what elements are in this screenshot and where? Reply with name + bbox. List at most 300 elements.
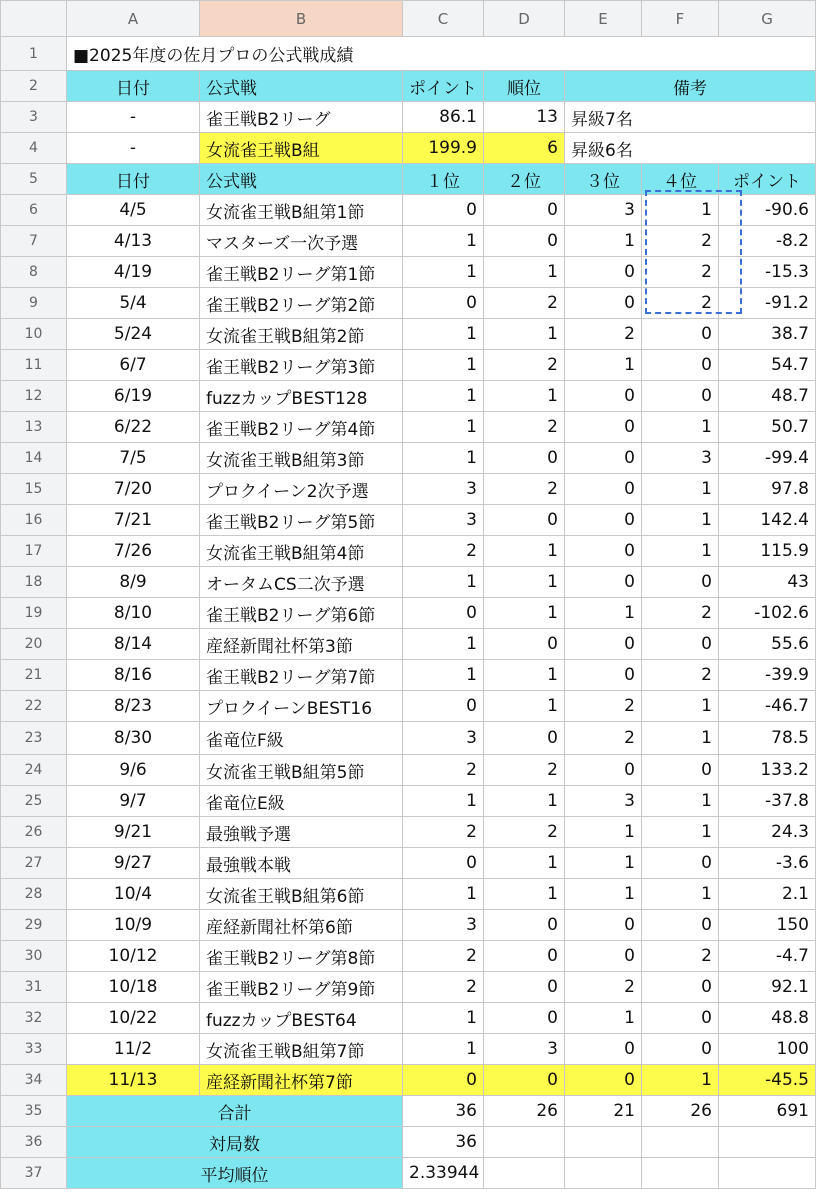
- result-match-cell[interactable]: fuzzカップBEST128: [200, 381, 403, 412]
- result-4th-count-cell[interactable]: 1: [642, 195, 719, 226]
- row-number[interactable]: 9: [1, 288, 67, 319]
- column-header-c[interactable]: C: [403, 1, 484, 37]
- result-2nd-count-cell[interactable]: 2: [484, 288, 565, 319]
- result-match-cell[interactable]: 産経新聞社杯第6節: [200, 910, 403, 941]
- summary-match-cell[interactable]: 女流雀王戦B組: [200, 133, 403, 164]
- result-4th-count-cell[interactable]: 2: [642, 257, 719, 288]
- result-date-cell[interactable]: 9/7: [67, 786, 200, 817]
- result-4th-count-cell[interactable]: 0: [642, 910, 719, 941]
- result-2nd-count-cell[interactable]: 2: [484, 755, 565, 786]
- result-date-cell[interactable]: 6/19: [67, 381, 200, 412]
- result-4th-count-cell[interactable]: 1: [642, 536, 719, 567]
- result-match-cell[interactable]: 雀竜位E級: [200, 786, 403, 817]
- empty-cell[interactable]: [565, 1127, 642, 1158]
- result-3rd-count-cell[interactable]: 0: [565, 567, 642, 598]
- row-number[interactable]: 32: [1, 1003, 67, 1034]
- summary-header-note[interactable]: 備考: [565, 71, 816, 102]
- result-2nd-count-cell[interactable]: 1: [484, 879, 565, 910]
- result-4th-count-cell[interactable]: 2: [642, 598, 719, 629]
- result-1st-count-cell[interactable]: 0: [403, 848, 484, 879]
- result-point-cell[interactable]: -37.8: [719, 786, 816, 817]
- result-date-cell[interactable]: 10/12: [67, 941, 200, 972]
- row-number[interactable]: 25: [1, 786, 67, 817]
- result-1st-count-cell[interactable]: 1: [403, 226, 484, 257]
- result-1st-count-cell[interactable]: 3: [403, 474, 484, 505]
- result-point-cell[interactable]: -45.5: [719, 1065, 816, 1096]
- column-header-g[interactable]: G: [719, 1, 816, 37]
- result-date-cell[interactable]: 7/20: [67, 474, 200, 505]
- result-2nd-count-cell[interactable]: 1: [484, 598, 565, 629]
- result-2nd-count-cell[interactable]: 1: [484, 660, 565, 691]
- row-number[interactable]: 6: [1, 195, 67, 226]
- row-number[interactable]: 27: [1, 848, 67, 879]
- result-point-cell[interactable]: 48.8: [719, 1003, 816, 1034]
- row-number[interactable]: 4: [1, 133, 67, 164]
- result-3rd-count-cell[interactable]: 0: [565, 474, 642, 505]
- row-number[interactable]: 26: [1, 817, 67, 848]
- row-number[interactable]: 35: [1, 1096, 67, 1127]
- results-header-1st[interactable]: １位: [403, 164, 484, 195]
- result-3rd-count-cell[interactable]: 0: [565, 257, 642, 288]
- result-point-cell[interactable]: -39.9: [719, 660, 816, 691]
- result-date-cell[interactable]: 10/18: [67, 972, 200, 1003]
- row-number[interactable]: 22: [1, 691, 67, 722]
- sheet-title-cell[interactable]: ■2025年度の佐月プロの公式戦成績: [67, 37, 816, 71]
- result-match-cell[interactable]: 雀王戦B2リーグ第7節: [200, 660, 403, 691]
- result-2nd-count-cell[interactable]: 0: [484, 505, 565, 536]
- row-number[interactable]: 8: [1, 257, 67, 288]
- summary-point-cell[interactable]: 199.9: [403, 133, 484, 164]
- result-2nd-count-cell[interactable]: 0: [484, 972, 565, 1003]
- results-header-match[interactable]: 公式戦: [200, 164, 403, 195]
- results-header-point[interactable]: ポイント: [719, 164, 816, 195]
- result-3rd-count-cell[interactable]: 1: [565, 226, 642, 257]
- result-2nd-count-cell[interactable]: 2: [484, 350, 565, 381]
- totals-2nd-cell[interactable]: 26: [484, 1096, 565, 1127]
- result-3rd-count-cell[interactable]: 0: [565, 288, 642, 319]
- result-4th-count-cell[interactable]: 0: [642, 1003, 719, 1034]
- result-match-cell[interactable]: 最強戦本戦: [200, 848, 403, 879]
- result-2nd-count-cell[interactable]: 0: [484, 629, 565, 660]
- result-4th-count-cell[interactable]: 0: [642, 755, 719, 786]
- result-match-cell[interactable]: 雀王戦B2リーグ第8節: [200, 941, 403, 972]
- result-1st-count-cell[interactable]: 2: [403, 755, 484, 786]
- result-3rd-count-cell[interactable]: 1: [565, 598, 642, 629]
- result-1st-count-cell[interactable]: 1: [403, 660, 484, 691]
- results-header-2nd[interactable]: ２位: [484, 164, 565, 195]
- result-4th-count-cell[interactable]: 2: [642, 288, 719, 319]
- column-header-row: [1, 1, 816, 37]
- result-3rd-count-cell[interactable]: 2: [565, 972, 642, 1003]
- row-number[interactable]: 34: [1, 1065, 67, 1096]
- result-4th-count-cell[interactable]: 0: [642, 972, 719, 1003]
- totals-1st-cell[interactable]: 36: [403, 1096, 484, 1127]
- result-date-cell[interactable]: 6/7: [67, 350, 200, 381]
- summary-rank-cell[interactable]: 6: [484, 133, 565, 164]
- row-number[interactable]: 11: [1, 350, 67, 381]
- summary-match-cell[interactable]: 雀王戦B2リーグ: [200, 102, 403, 133]
- summary-rank-cell[interactable]: 13: [484, 102, 565, 133]
- result-4th-count-cell[interactable]: 1: [642, 722, 719, 755]
- result-1st-count-cell[interactable]: 0: [403, 288, 484, 319]
- sheet-row-2: [1, 71, 816, 102]
- result-point-cell[interactable]: -15.3: [719, 257, 816, 288]
- summary-header-point[interactable]: ポイント: [403, 71, 484, 102]
- games-label-cell[interactable]: 対局数: [67, 1127, 403, 1158]
- result-1st-count-cell[interactable]: 1: [403, 381, 484, 412]
- sheet-row-31: [1, 972, 816, 1003]
- empty-cell[interactable]: [484, 1158, 565, 1189]
- result-match-cell[interactable]: 雀王戦B2リーグ第2節: [200, 288, 403, 319]
- result-match-cell[interactable]: プロクイーン2次予選: [200, 474, 403, 505]
- result-2nd-count-cell[interactable]: 3: [484, 1034, 565, 1065]
- result-2nd-count-cell[interactable]: 0: [484, 443, 565, 474]
- row-number[interactable]: 36: [1, 1127, 67, 1158]
- result-2nd-count-cell[interactable]: 1: [484, 381, 565, 412]
- result-date-cell[interactable]: 10/4: [67, 879, 200, 910]
- result-match-cell[interactable]: 女流雀王戦B組第4節: [200, 536, 403, 567]
- result-4th-count-cell[interactable]: 0: [642, 629, 719, 660]
- row-number[interactable]: 37: [1, 1158, 67, 1189]
- sheet-row-21: [1, 660, 816, 691]
- result-date-cell[interactable]: 8/30: [67, 722, 200, 755]
- result-match-cell[interactable]: 雀王戦B2リーグ第9節: [200, 972, 403, 1003]
- result-1st-count-cell[interactable]: 1: [403, 567, 484, 598]
- column-header-b[interactable]: B: [200, 1, 403, 37]
- result-1st-count-cell[interactable]: 1: [403, 879, 484, 910]
- result-point-cell[interactable]: 54.7: [719, 350, 816, 381]
- result-1st-count-cell[interactable]: 1: [403, 443, 484, 474]
- result-date-cell[interactable]: 9/21: [67, 817, 200, 848]
- result-match-cell[interactable]: fuzzカップBEST64: [200, 1003, 403, 1034]
- result-2nd-count-cell[interactable]: 1: [484, 536, 565, 567]
- result-date-cell[interactable]: 7/21: [67, 505, 200, 536]
- result-1st-count-cell[interactable]: 1: [403, 1003, 484, 1034]
- result-point-cell[interactable]: 150: [719, 910, 816, 941]
- result-1st-count-cell[interactable]: 3: [403, 722, 484, 755]
- result-point-cell[interactable]: 55.6: [719, 629, 816, 660]
- result-1st-count-cell[interactable]: 2: [403, 941, 484, 972]
- result-point-cell[interactable]: -102.6: [719, 598, 816, 629]
- result-4th-count-cell[interactable]: 1: [642, 474, 719, 505]
- result-1st-count-cell[interactable]: 0: [403, 691, 484, 722]
- result-2nd-count-cell[interactable]: 1: [484, 848, 565, 879]
- sheet-row-3: [1, 102, 816, 133]
- sheet-row-15: [1, 474, 816, 505]
- result-match-cell[interactable]: 雀王戦B2リーグ第6節: [200, 598, 403, 629]
- result-2nd-count-cell[interactable]: 0: [484, 195, 565, 226]
- row-number[interactable]: 20: [1, 629, 67, 660]
- row-number[interactable]: 30: [1, 941, 67, 972]
- results-header-date[interactable]: 日付: [67, 164, 200, 195]
- result-match-cell[interactable]: 雀王戦B2リーグ第3節: [200, 350, 403, 381]
- result-date-cell[interactable]: 8/14: [67, 629, 200, 660]
- result-4th-count-cell[interactable]: 0: [642, 319, 719, 350]
- result-3rd-count-cell[interactable]: 0: [565, 412, 642, 443]
- result-match-cell[interactable]: 女流雀王戦B組第6節: [200, 879, 403, 910]
- result-1st-count-cell[interactable]: 2: [403, 817, 484, 848]
- result-1st-count-cell[interactable]: 3: [403, 505, 484, 536]
- empty-cell[interactable]: [565, 1158, 642, 1189]
- summary-note-cell[interactable]: 昇級7名: [565, 102, 816, 133]
- result-2nd-count-cell[interactable]: 0: [484, 941, 565, 972]
- row-number[interactable]: 10: [1, 319, 67, 350]
- summary-point-cell[interactable]: 86.1: [403, 102, 484, 133]
- result-3rd-count-cell[interactable]: 0: [565, 755, 642, 786]
- result-match-cell[interactable]: 女流雀王戦B組第7節: [200, 1034, 403, 1065]
- result-4th-count-cell[interactable]: 1: [642, 505, 719, 536]
- result-2nd-count-cell[interactable]: 2: [484, 817, 565, 848]
- result-match-cell[interactable]: オータムCS二次予選: [200, 567, 403, 598]
- result-date-cell[interactable]: 5/24: [67, 319, 200, 350]
- column-header-d[interactable]: D: [484, 1, 565, 37]
- row-number[interactable]: 3: [1, 102, 67, 133]
- avg-rank-label-cell[interactable]: 平均順位: [67, 1158, 403, 1189]
- summary-header-date[interactable]: 日付: [67, 71, 200, 102]
- row-number[interactable]: 24: [1, 755, 67, 786]
- result-2nd-count-cell[interactable]: 0: [484, 1003, 565, 1034]
- result-4th-count-cell[interactable]: 1: [642, 879, 719, 910]
- row-number[interactable]: 17: [1, 536, 67, 567]
- result-match-cell[interactable]: 産経新聞社杯第3節: [200, 629, 403, 660]
- result-point-cell[interactable]: 115.9: [719, 536, 816, 567]
- result-1st-count-cell[interactable]: 1: [403, 257, 484, 288]
- result-date-cell[interactable]: 10/9: [67, 910, 200, 941]
- result-date-cell[interactable]: 11/13: [67, 1065, 200, 1096]
- result-point-cell[interactable]: 92.1: [719, 972, 816, 1003]
- result-point-cell[interactable]: -3.6: [719, 848, 816, 879]
- result-date-cell[interactable]: 4/19: [67, 257, 200, 288]
- summary-header-match[interactable]: 公式戦: [200, 71, 403, 102]
- result-point-cell[interactable]: -46.7: [719, 691, 816, 722]
- result-3rd-count-cell[interactable]: 2: [565, 691, 642, 722]
- result-3rd-count-cell[interactable]: 2: [565, 319, 642, 350]
- column-header-f[interactable]: F: [642, 1, 719, 37]
- result-match-cell[interactable]: 産経新聞社杯第7節: [200, 1065, 403, 1096]
- result-date-cell[interactable]: 4/5: [67, 195, 200, 226]
- result-3rd-count-cell[interactable]: 0: [565, 660, 642, 691]
- result-point-cell[interactable]: 97.8: [719, 474, 816, 505]
- summary-header-rank[interactable]: 順位: [484, 71, 565, 102]
- result-4th-count-cell[interactable]: 2: [642, 941, 719, 972]
- result-point-cell[interactable]: -90.6: [719, 195, 816, 226]
- result-4th-count-cell[interactable]: 0: [642, 567, 719, 598]
- result-4th-count-cell[interactable]: 0: [642, 350, 719, 381]
- result-4th-count-cell[interactable]: 1: [642, 817, 719, 848]
- result-1st-count-cell[interactable]: 3: [403, 910, 484, 941]
- result-point-cell[interactable]: 78.5: [719, 722, 816, 755]
- result-point-cell[interactable]: 43: [719, 567, 816, 598]
- totals-3rd-cell[interactable]: 21: [565, 1096, 642, 1127]
- result-2nd-count-cell[interactable]: 2: [484, 412, 565, 443]
- result-date-cell[interactable]: 8/9: [67, 567, 200, 598]
- result-2nd-count-cell[interactable]: 1: [484, 567, 565, 598]
- sheet-row-17: [1, 536, 816, 567]
- select-all-corner[interactable]: [1, 1, 67, 37]
- result-match-cell[interactable]: 女流雀王戦B組第2節: [200, 319, 403, 350]
- result-date-cell[interactable]: 9/27: [67, 848, 200, 879]
- result-4th-count-cell[interactable]: 0: [642, 1034, 719, 1065]
- result-match-cell[interactable]: 女流雀王戦B組第3節: [200, 443, 403, 474]
- result-2nd-count-cell[interactable]: 1: [484, 257, 565, 288]
- row-number[interactable]: 13: [1, 412, 67, 443]
- result-3rd-count-cell[interactable]: 1: [565, 879, 642, 910]
- row-number[interactable]: 14: [1, 443, 67, 474]
- sheet-row-19: [1, 598, 816, 629]
- row-number[interactable]: 29: [1, 910, 67, 941]
- avg-rank-value-cell[interactable]: 2.33944: [403, 1158, 484, 1189]
- result-date-cell[interactable]: 7/5: [67, 443, 200, 474]
- result-1st-count-cell[interactable]: 0: [403, 1065, 484, 1096]
- column-header-e[interactable]: E: [565, 1, 642, 37]
- result-match-cell[interactable]: 最強戦予選: [200, 817, 403, 848]
- results-header-3rd[interactable]: ３位: [565, 164, 642, 195]
- result-point-cell[interactable]: -91.2: [719, 288, 816, 319]
- row-number[interactable]: 28: [1, 879, 67, 910]
- result-match-cell[interactable]: 雀王戦B2リーグ第4節: [200, 412, 403, 443]
- result-3rd-count-cell[interactable]: 1: [565, 1003, 642, 1034]
- result-3rd-count-cell[interactable]: 2: [565, 722, 642, 755]
- row-number[interactable]: 33: [1, 1034, 67, 1065]
- row-number[interactable]: 21: [1, 660, 67, 691]
- summary-date-cell[interactable]: -: [67, 102, 200, 133]
- row-number[interactable]: 31: [1, 972, 67, 1003]
- result-date-cell[interactable]: 8/10: [67, 598, 200, 629]
- result-match-cell[interactable]: 女流雀王戦B組第5節: [200, 755, 403, 786]
- result-4th-count-cell[interactable]: 1: [642, 412, 719, 443]
- result-point-cell[interactable]: 100: [719, 1034, 816, 1065]
- result-2nd-count-cell[interactable]: 1: [484, 786, 565, 817]
- totals-4th-cell[interactable]: 26: [642, 1096, 719, 1127]
- result-3rd-count-cell[interactable]: 0: [565, 536, 642, 567]
- empty-cell[interactable]: [484, 1127, 565, 1158]
- result-point-cell[interactable]: -8.2: [719, 226, 816, 257]
- result-point-cell[interactable]: 50.7: [719, 412, 816, 443]
- result-1st-count-cell[interactable]: 1: [403, 1034, 484, 1065]
- result-3rd-count-cell[interactable]: 0: [565, 443, 642, 474]
- result-3rd-count-cell[interactable]: 0: [565, 941, 642, 972]
- row-number[interactable]: 18: [1, 567, 67, 598]
- result-point-cell[interactable]: -99.4: [719, 443, 816, 474]
- result-point-cell[interactable]: 38.7: [719, 319, 816, 350]
- result-point-cell[interactable]: -4.7: [719, 941, 816, 972]
- result-4th-count-cell[interactable]: 1: [642, 691, 719, 722]
- result-4th-count-cell[interactable]: 2: [642, 660, 719, 691]
- result-4th-count-cell[interactable]: 1: [642, 1065, 719, 1096]
- result-4th-count-cell[interactable]: 0: [642, 381, 719, 412]
- result-3rd-count-cell[interactable]: 3: [565, 786, 642, 817]
- result-match-cell[interactable]: 雀王戦B2リーグ第5節: [200, 505, 403, 536]
- result-2nd-count-cell[interactable]: 0: [484, 226, 565, 257]
- totals-point-cell[interactable]: 691: [719, 1096, 816, 1127]
- result-point-cell[interactable]: 142.4: [719, 505, 816, 536]
- result-1st-count-cell[interactable]: 1: [403, 350, 484, 381]
- sheet-row-14: [1, 443, 816, 474]
- empty-cell[interactable]: [719, 1127, 816, 1158]
- result-3rd-count-cell[interactable]: 0: [565, 629, 642, 660]
- result-3rd-count-cell[interactable]: 0: [565, 910, 642, 941]
- result-match-cell[interactable]: 女流雀王戦B組第1節: [200, 195, 403, 226]
- result-4th-count-cell[interactable]: 2: [642, 226, 719, 257]
- result-1st-count-cell[interactable]: 1: [403, 629, 484, 660]
- result-3rd-count-cell[interactable]: 0: [565, 381, 642, 412]
- games-value-cell[interactable]: 36: [403, 1127, 484, 1158]
- row-number[interactable]: 19: [1, 598, 67, 629]
- result-match-cell[interactable]: マスターズ一次予選: [200, 226, 403, 257]
- result-date-cell[interactable]: 6/22: [67, 412, 200, 443]
- result-1st-count-cell[interactable]: 1: [403, 412, 484, 443]
- summary-date-cell[interactable]: -: [67, 133, 200, 164]
- result-2nd-count-cell[interactable]: 0: [484, 910, 565, 941]
- result-date-cell[interactable]: 8/23: [67, 691, 200, 722]
- row-number[interactable]: 23: [1, 722, 67, 755]
- result-match-cell[interactable]: 雀王戦B2リーグ第1節: [200, 257, 403, 288]
- results-header-4th[interactable]: ４位: [642, 164, 719, 195]
- result-1st-count-cell[interactable]: 0: [403, 195, 484, 226]
- result-3rd-count-cell[interactable]: 0: [565, 505, 642, 536]
- result-3rd-count-cell[interactable]: 3: [565, 195, 642, 226]
- result-point-cell[interactable]: 48.7: [719, 381, 816, 412]
- result-4th-count-cell[interactable]: 1: [642, 786, 719, 817]
- result-1st-count-cell[interactable]: 2: [403, 536, 484, 567]
- result-date-cell[interactable]: 10/22: [67, 1003, 200, 1034]
- result-point-cell[interactable]: 2.1: [719, 879, 816, 910]
- result-4th-count-cell[interactable]: 3: [642, 443, 719, 474]
- result-1st-count-cell[interactable]: 1: [403, 786, 484, 817]
- result-match-cell[interactable]: プロクイーンBEST16: [200, 691, 403, 722]
- empty-cell[interactable]: [642, 1127, 719, 1158]
- row-number[interactable]: 5: [1, 164, 67, 195]
- column-header-a[interactable]: A: [67, 1, 200, 37]
- result-3rd-count-cell[interactable]: 1: [565, 817, 642, 848]
- row-number[interactable]: 1: [1, 37, 67, 71]
- row-number[interactable]: 12: [1, 381, 67, 412]
- result-4th-count-cell[interactable]: 0: [642, 848, 719, 879]
- empty-cell[interactable]: [642, 1158, 719, 1189]
- totals-label-cell[interactable]: 合計: [67, 1096, 403, 1127]
- result-date-cell[interactable]: 9/6: [67, 755, 200, 786]
- result-date-cell[interactable]: 8/16: [67, 660, 200, 691]
- result-2nd-count-cell[interactable]: 1: [484, 319, 565, 350]
- result-date-cell[interactable]: 11/2: [67, 1034, 200, 1065]
- empty-cell[interactable]: [719, 1158, 816, 1189]
- result-3rd-count-cell[interactable]: 0: [565, 1065, 642, 1096]
- result-date-cell[interactable]: 4/13: [67, 226, 200, 257]
- result-2nd-count-cell[interactable]: 0: [484, 722, 565, 755]
- result-3rd-count-cell[interactable]: 1: [565, 350, 642, 381]
- row-number[interactable]: 15: [1, 474, 67, 505]
- result-1st-count-cell[interactable]: 2: [403, 972, 484, 1003]
- result-date-cell[interactable]: 5/4: [67, 288, 200, 319]
- sheet-row-18: [1, 567, 816, 598]
- result-1st-count-cell[interactable]: 0: [403, 598, 484, 629]
- result-date-cell[interactable]: 7/26: [67, 536, 200, 567]
- result-point-cell[interactable]: 24.3: [719, 817, 816, 848]
- sheet-row-34: [1, 1065, 816, 1096]
- summary-note-cell[interactable]: 昇級6名: [565, 133, 816, 164]
- result-match-cell[interactable]: 雀竜位F級: [200, 722, 403, 755]
- row-number[interactable]: 2: [1, 71, 67, 102]
- row-number[interactable]: 16: [1, 505, 67, 536]
- result-2nd-count-cell[interactable]: 1: [484, 691, 565, 722]
- result-3rd-count-cell[interactable]: 1: [565, 848, 642, 879]
- result-2nd-count-cell[interactable]: 0: [484, 1065, 565, 1096]
- result-1st-count-cell[interactable]: 1: [403, 319, 484, 350]
- row-number[interactable]: 7: [1, 226, 67, 257]
- result-3rd-count-cell[interactable]: 0: [565, 1034, 642, 1065]
- result-point-cell[interactable]: 133.2: [719, 755, 816, 786]
- result-2nd-count-cell[interactable]: 2: [484, 474, 565, 505]
